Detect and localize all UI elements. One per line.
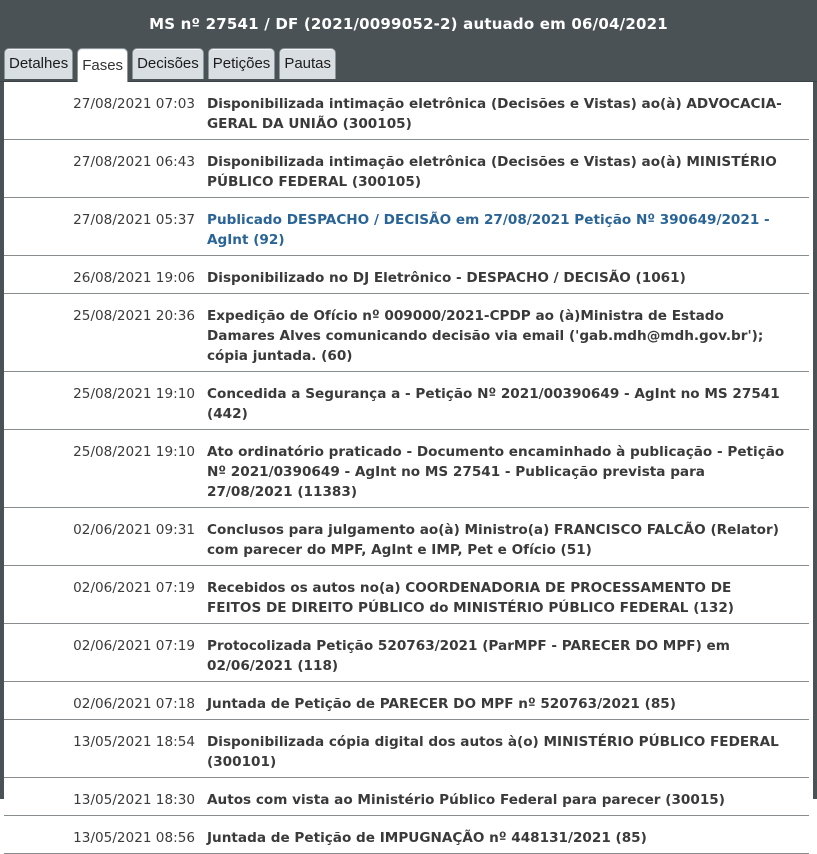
fase-date: 02/06/2021 09:31 bbox=[73, 522, 195, 538]
process-header bbox=[0, 0, 817, 82]
fase-date: 25/08/2021 19:10 bbox=[73, 386, 195, 402]
list-item bbox=[4, 508, 809, 566]
list-item bbox=[4, 682, 809, 720]
list-item bbox=[4, 816, 809, 854]
fase-date: 13/05/2021 18:30 bbox=[73, 792, 195, 808]
list-item bbox=[4, 720, 809, 778]
panel-right-border bbox=[813, 82, 817, 799]
page-title: MS nº 27541 / DF (2021/0099052-2) autuado em 06/04/2021 bbox=[149, 15, 668, 33]
fase-date: 02/06/2021 07:19 bbox=[73, 638, 195, 654]
list-item bbox=[4, 140, 809, 198]
fase-date: 27/08/2021 07:03 bbox=[73, 96, 195, 112]
fase-description: Ato ordinatório praticado - Documento encaminhado à publicação - Petição Nº 2021/0390649 - AgInt no MS 27541 - Publicação prevista para 27/08/2021 (11383) bbox=[207, 444, 785, 500]
list-item bbox=[4, 198, 809, 256]
fase-date: 27/08/2021 05:37 bbox=[73, 212, 195, 228]
list-item bbox=[4, 256, 809, 294]
fase-description: Disponibilizada intimação eletrônica (Decisões e Vistas) ao(à) MINISTÉRIO PÚBLICO FEDERAL (300105) bbox=[207, 154, 777, 190]
list-item bbox=[4, 372, 809, 430]
fase-description: Juntada de Petição de PARECER DO MPF nº 520763/2021 (85) bbox=[207, 696, 676, 712]
tab-pautas[interactable]: Pautas bbox=[279, 48, 336, 79]
fase-date: 13/05/2021 08:56 bbox=[73, 830, 195, 846]
fase-description: Conclusos para julgamento ao(à) Ministro(a) FRANCISCO FALCÃO (Relator) com parecer do MPF, AgInt e IMP, Pet e Ofício (51) bbox=[207, 522, 779, 558]
list-item bbox=[4, 778, 809, 816]
list-item bbox=[4, 566, 809, 624]
fase-date: 27/08/2021 06:43 bbox=[73, 154, 195, 170]
list-item bbox=[4, 430, 809, 508]
fase-description: Protocolizada Petição 520763/2021 (ParMPF - PARECER DO MPF) em 02/06/2021 (118) bbox=[207, 638, 730, 674]
fase-description: Disponibilizado no DJ Eletrônico - DESPACHO / DECISÃO (1061) bbox=[207, 270, 686, 286]
fase-description: Juntada de Petição de IMPUGNAÇÃO nº 448131/2021 (85) bbox=[207, 830, 647, 846]
fase-date: 13/05/2021 18:54 bbox=[73, 734, 195, 750]
fase-date: 02/06/2021 07:19 bbox=[73, 580, 195, 596]
fase-description: Concedida a Segurança a - Petição Nº 2021/00390649 - AgInt no MS 27541 (442) bbox=[207, 386, 780, 422]
fase-description: Recebidos os autos no(a) COORDENADORIA DE PROCESSAMENTO DE FEITOS DE DIREITO PÚBLICO do MINISTÉRIO PÚBLICO FEDERAL (132) bbox=[207, 580, 735, 616]
fase-description: Autos com vista ao Ministério Público Federal para parecer (30015) bbox=[207, 792, 725, 808]
tab-peticoes[interactable]: Petições bbox=[208, 48, 276, 79]
fase-date: 25/08/2021 20:36 bbox=[73, 308, 195, 324]
fase-description-link[interactable]: Publicado DESPACHO / DECISÃO em 27/08/2021 Petição Nº 390649/2021 - AgInt (92) bbox=[207, 212, 770, 248]
fase-description: Disponibilizada intimação eletrônica (Decisões e Vistas) ao(à) ADVOCACIA-GERAL DA UNIÃO (300105) bbox=[207, 96, 782, 132]
fase-date: 02/06/2021 07:18 bbox=[73, 696, 195, 712]
list-item bbox=[4, 82, 809, 140]
tab-fases[interactable]: Fases bbox=[77, 48, 128, 82]
fase-description: Disponibilizada cópia digital dos autos à(o) MINISTÉRIO PÚBLICO FEDERAL (300101) bbox=[207, 734, 779, 770]
fase-date: 26/08/2021 19:06 bbox=[73, 270, 195, 286]
list-item bbox=[4, 624, 809, 682]
list-item bbox=[4, 294, 809, 372]
fases-list bbox=[4, 82, 809, 854]
fase-description: Expedição de Ofício nº 009000/2021-CPDP ao (à)Ministra de Estado Damares Alves comunicando decisão via email ('gab.mdh@mdh.gov.br'); cópia juntada. (60) bbox=[207, 308, 764, 364]
tab-bar bbox=[4, 48, 336, 82]
tab-decisoes[interactable]: Decisões bbox=[132, 48, 204, 79]
fase-date: 25/08/2021 19:10 bbox=[73, 444, 195, 460]
tab-detalhes[interactable]: Detalhes bbox=[4, 48, 73, 79]
